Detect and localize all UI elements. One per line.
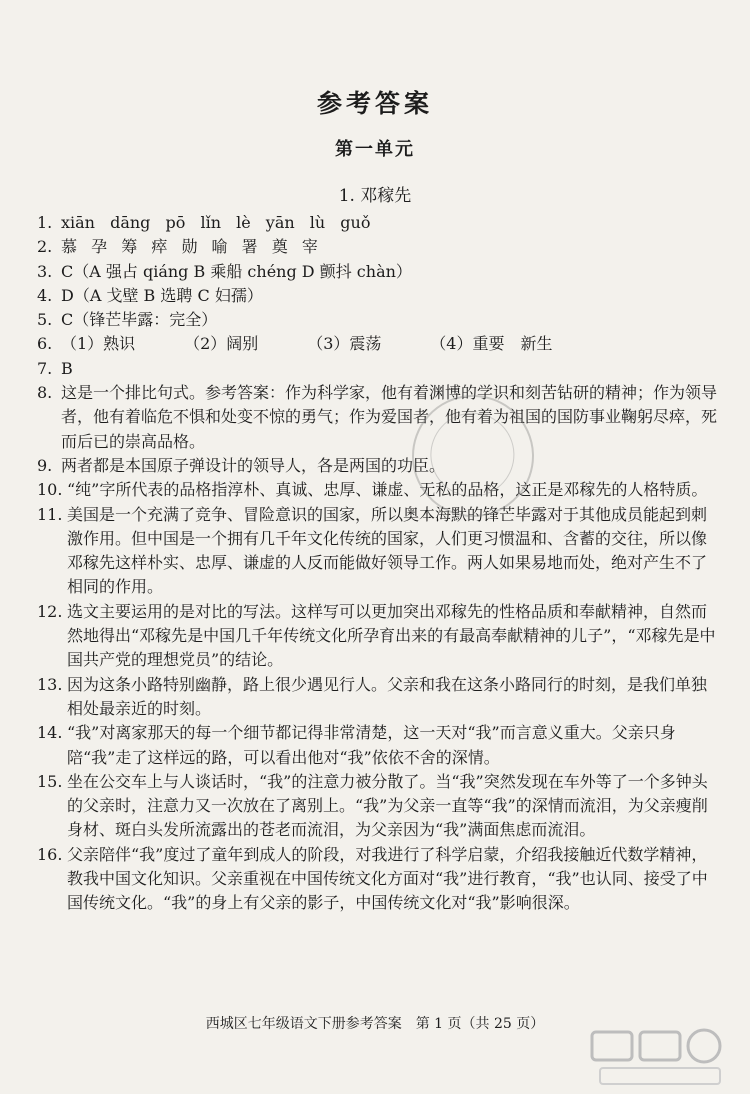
character: 孕 — [91, 237, 108, 257]
answer-item-9 — [37, 454, 717, 478]
answer-number: 6. — [37, 334, 53, 354]
answer-text: C（锋芒毕露：完全） — [61, 310, 218, 330]
answer-text — [61, 332, 717, 356]
answer-text: 父亲陪伴“我”度过了童年到成人的阶段，对我进行了科学启蒙，介绍我接触近代数学精神，教我中国文化知识。父亲重视在中国传统文化方面对“我”进行教育，“我”也认同、接受了中国传统文化。“我”的身上有父亲的影子，中国传统文化对“我”影响很深。 — [67, 844, 708, 913]
answer-number: 9. — [37, 455, 53, 475]
answer-item-5 — [37, 308, 717, 332]
answer-number: 11. — [37, 504, 63, 524]
answer-text: 这是一个排比句式。参考答案：作为科学家，他有着渊博的学识和刻苦钻研的精神；作为领导者，他有着临危不惧和处变不惊的勇气；作为爱国者，他有着为祖国的国防事业鞠躬尽瘁，死而后已的崇高品格。 — [61, 383, 718, 451]
answer-number: 13. — [37, 674, 63, 694]
answer-item-16 — [37, 843, 717, 916]
answer-item-15 — [37, 770, 717, 843]
character: 瘁 — [151, 237, 168, 257]
answer-number: 3. — [37, 261, 53, 281]
answer-item-2 — [37, 235, 717, 259]
answer-number: 14. — [37, 723, 63, 743]
answer-text: 美国是一个充满了竞争、冒险意识的国家，所以奥本海默的锋芒毕露对于其他成员能起到刺激作用。但中国是一个拥有几千年文化传统的国家，人们更习惯温和、含蓄的交往，所以像邓稼先这样朴实、忠厚、谦虚的人反而能做好领导工作。两人如果易地而处，绝对产生不了相同的作用。 — [67, 504, 708, 597]
pinyin: lè — [236, 213, 251, 232]
pinyin-list — [61, 211, 717, 235]
answer-number: 8. — [37, 383, 53, 403]
page-title: 参考答案 — [316, 89, 433, 118]
answer-number: 16. — [37, 844, 63, 864]
character: 奠 — [271, 237, 288, 257]
watermark-block-2 — [640, 1032, 680, 1060]
answer-item-11 — [37, 503, 717, 600]
answer-item-6 — [37, 332, 717, 356]
answer-number: 4. — [37, 285, 53, 305]
answer-text: “纯”字所代表的品格指淳朴、真诚、忠厚、谦虚、无私的品格，这正是邓稼先的人格特质。 — [67, 480, 708, 500]
answer-number: 2. — [37, 237, 53, 257]
answer-item-14 — [37, 721, 717, 770]
answer-item-4 — [37, 284, 717, 308]
character: 署 — [241, 237, 258, 257]
unit-heading: 第一单元 — [335, 139, 415, 160]
answer-text: C（A 强占 qiáng B 乘船 chéng D 颤抖 chàn） — [61, 261, 412, 281]
answer-item-12 — [37, 600, 717, 673]
answer-item-3 — [37, 260, 717, 284]
answer-list — [37, 211, 717, 916]
answer-text: “我”对离家那天的每一个细节都记得非常清楚，这一天对“我”而言意义重大。父亲只身陪“我”走了这样远的路，可以看出他对“我”依依不舍的深情。 — [67, 723, 676, 767]
pinyin: yān — [265, 213, 295, 232]
character: 慕 — [61, 237, 78, 257]
answer-item-10 — [37, 478, 717, 502]
character: 勋 — [181, 237, 198, 257]
answer-number: 15. — [37, 771, 63, 791]
pinyin: pō — [165, 213, 186, 232]
character: 宰 — [301, 237, 318, 257]
answer-text: 坐在公交车上与人谈话时，“我”的注意力被分散了。当“我”突然发现在车外等了一个多钟头的父亲时，注意力又一次放在了离别上。“我”为父亲一直等“我”的深情而流泪，为父亲瘦削身材、斑白头发所流露出的苍老而流泪，为父亲因为“我”满面焦虑而流泪。 — [67, 771, 708, 840]
watermark-url-bar — [600, 1068, 720, 1084]
pinyin: lǐn — [200, 213, 222, 232]
answer-item-7 — [37, 357, 717, 381]
pinyin: lù — [309, 213, 326, 232]
watermark-circle — [688, 1030, 720, 1062]
answer-number: 12. — [37, 601, 63, 621]
answer-text: 选文主要运用的是对比的写法。这样写可以更加突出邓稼先的性格品质和奉献精神，自然而然地得出“邓稼先是中国几千年传统文化所孕育出来的有最高奉献精神的儿子”，“邓稼先是中国共产党的理想党员”的结论。 — [67, 601, 716, 670]
answer-item-1 — [37, 211, 717, 235]
answer-text: B — [61, 358, 73, 378]
sub-answer: （3）震荡 — [307, 334, 382, 354]
character: 喻 — [211, 237, 228, 257]
answer-number: 5. — [37, 310, 53, 330]
character-list — [61, 235, 717, 259]
answer-item-13 — [37, 673, 717, 722]
page-footer: 西城区七年级语文下册参考答案 第 1 页（共 25 页） — [205, 1016, 545, 1032]
character: 筹 — [121, 237, 138, 257]
answer-item-8 — [37, 381, 717, 454]
answer-number: 7. — [37, 358, 53, 378]
lesson-heading: 1. 邓稼先 — [338, 186, 412, 206]
pinyin: xiān — [61, 213, 95, 232]
answer-number: 10. — [37, 480, 63, 500]
answer-text: 两者都是本国原子弹设计的领导人，各是两国的功臣。 — [61, 455, 446, 475]
sub-answer: （2）阔别 — [184, 334, 259, 354]
watermark-block-1 — [592, 1032, 632, 1060]
answer-text: 因为这条小路特别幽静，路上很少遇见行人。父亲和我在这条小路同行的时刻，是我们单独相处最亲近的时刻。 — [67, 674, 708, 718]
answer-text: D（A 戈壁 B 选聘 C 妇孺） — [61, 285, 263, 305]
pinyin: guǒ — [340, 213, 371, 232]
sub-answer: （4）重要 新生 — [430, 334, 553, 354]
sub-answer: （1）熟识 — [61, 334, 136, 354]
answer-number: 1. — [37, 213, 53, 232]
pinyin: dāng — [110, 213, 151, 232]
